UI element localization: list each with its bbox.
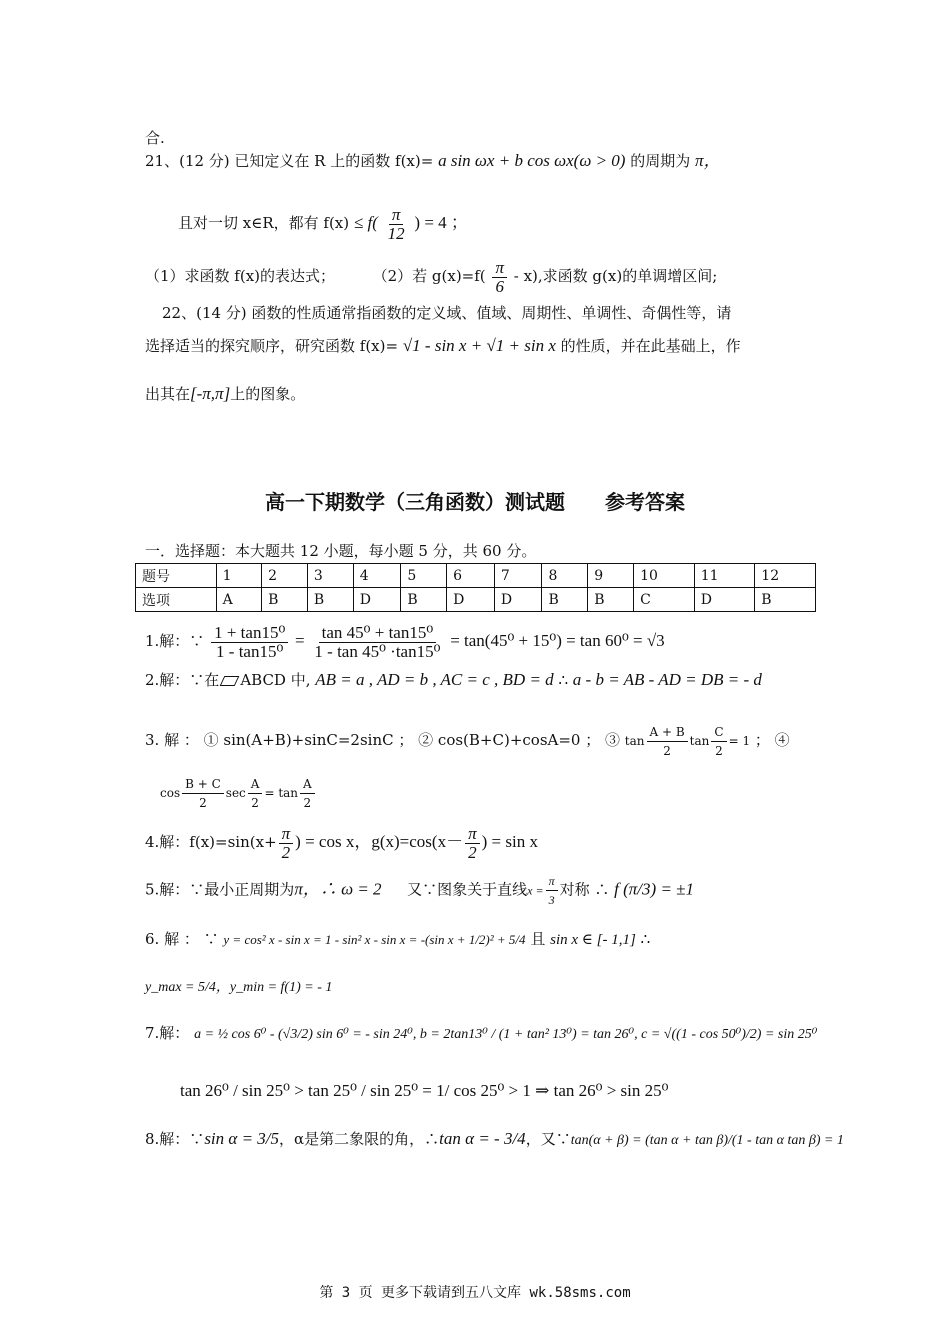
math-expression: = [295, 631, 305, 650]
table-cell: B [401, 588, 447, 612]
table-row [136, 588, 816, 612]
math-expression: sec [225, 786, 246, 800]
table-cell: B [755, 588, 816, 612]
fraction [300, 775, 315, 812]
table-cell: D [694, 588, 755, 612]
text: 7.解： [145, 1024, 190, 1042]
solution-4 [145, 822, 810, 862]
math-expression: sin x ∈ [- 1,1] [550, 932, 636, 948]
text: 且 [530, 930, 546, 948]
numerator: A [300, 775, 315, 794]
fraction [182, 775, 224, 812]
denominator: 2 [251, 795, 259, 810]
numerator: π [279, 825, 294, 844]
fraction [711, 723, 726, 760]
text-line: 合. [145, 129, 165, 147]
text: 对称 ∴ [559, 880, 610, 899]
text: ∴ [640, 930, 651, 948]
table-cell: 6 [447, 564, 495, 588]
math-expression: tan [689, 734, 710, 748]
table-row [136, 564, 816, 588]
math-expression: x = [527, 883, 544, 898]
table-cell: 7 [494, 564, 542, 588]
numerator: π [465, 825, 480, 844]
text: 选择适当的探究顺序，研究函数 f(x)= [145, 337, 399, 355]
math-expression: π，∴ ω = 2 [294, 879, 382, 899]
math-expression: = tan [264, 786, 299, 800]
denominator: 12 [387, 223, 405, 243]
table-cell: B [542, 588, 588, 612]
math-expression: f (π/3) = ±1 [614, 879, 694, 899]
table-cell: 9 [588, 564, 634, 588]
text: ∴ [558, 671, 568, 689]
math-expression: π， [695, 151, 721, 170]
denominator: 2 [715, 743, 723, 758]
numerator: π [492, 259, 507, 278]
solution-6-continued [145, 972, 810, 1002]
solution-5 [145, 872, 810, 909]
table-cell: B [307, 588, 353, 612]
question-21 [145, 150, 810, 172]
table-cell: 10 [634, 564, 695, 588]
text: 1.解：∵ [145, 632, 205, 650]
section-heading: 一．选择题：本大题共 12 小题，每小题 5 分，共 60 分。 [145, 542, 537, 560]
text: 6. 解 ： ∵ [145, 930, 219, 948]
math-expression: tan 26⁰ / sin 25⁰ > tan 25⁰ / sin 25⁰ = 1/ cos 25⁰ > 1 ⇒ tan 26⁰ > sin 25⁰ [180, 1081, 669, 1100]
numerator: C [711, 723, 726, 742]
fraction [311, 624, 443, 661]
numerator: tan 45⁰ + tan15⁰ [319, 624, 437, 643]
table-cell: 选项 [136, 588, 217, 612]
text: ABCD 中, [240, 671, 311, 689]
table-cell: D [494, 588, 542, 612]
table-cell: A [216, 588, 261, 612]
denominator: 2 [468, 842, 477, 862]
fraction [385, 206, 408, 243]
text: 又∵图象关于直线 [407, 880, 528, 899]
question-22-line2 [145, 330, 810, 362]
question-21-condition [178, 203, 810, 243]
fraction [546, 872, 558, 909]
math-expression: ≤ f( [353, 213, 378, 232]
text: 上的图象。 [230, 385, 306, 403]
answer-title: 高一下期数学（三角函数）测试题 参考答案 [265, 490, 685, 514]
page-footer: 第 3 页 更多下载请到五八文库 wk.58sms.com [319, 1285, 631, 1301]
table-cell: C [634, 588, 695, 612]
solution-3 [145, 720, 810, 761]
parallelogram-icon [220, 676, 240, 686]
math-expression: sin α = 3/5 [204, 1129, 280, 1148]
question-21-parts [145, 256, 810, 296]
text: ，α是第二象限的角，∴ [279, 1130, 440, 1148]
fraction [647, 723, 688, 760]
text: ，又∵ [525, 1130, 571, 1148]
question-22: 22、(14 分) 函数的性质通常指函数的定义域、值域、周期性、单调性、奇偶性等，请 [162, 304, 732, 322]
question-22-line3 [145, 378, 810, 410]
table-cell: B [262, 588, 308, 612]
text: 出其在 [145, 385, 191, 403]
table-cell: 2 [262, 564, 308, 588]
solution-8 [145, 1124, 844, 1156]
numerator: A [248, 775, 263, 794]
text: 2.解：∵在 [145, 671, 220, 689]
math-expression: ) = cos x，g(x)=cos(x－ [295, 832, 464, 851]
math-expression: [-π,π] [190, 384, 231, 403]
numerator: 1 + tan15⁰ [211, 624, 288, 643]
math-expression: = 1 [728, 734, 751, 748]
table-cell: 11 [694, 564, 755, 588]
table-cell: 12 [755, 564, 816, 588]
text: （2）若 g(x)=f( [372, 267, 486, 285]
table-cell: 8 [542, 564, 588, 588]
math-expression: tan α = - 3/4 [439, 1129, 526, 1148]
numerator: π [546, 872, 558, 891]
text: 4.解：f(x)=sin(x+ [145, 833, 277, 851]
text: 5.解：∵最小正周期为 [145, 880, 295, 899]
numerator: π [389, 206, 404, 225]
fraction [492, 259, 507, 296]
fraction [211, 624, 288, 661]
math-expression: a = ½ cos 6⁰ - (√3/2) sin 6⁰ = - sin 24⁰, b = 2tan13⁰ / (1 + tan² 13⁰) = tan 26⁰, c = √((1 - cos 50⁰)/2) = sin 25⁰ [194, 1027, 818, 1042]
math-expression: ) = 4 ； [414, 213, 468, 232]
denominator: 3 [548, 893, 555, 907]
table-cell: B [588, 588, 634, 612]
table-cell: D [447, 588, 495, 612]
math-expression: = tan(45⁰ + 15⁰) = tan 60⁰ = √3 [450, 631, 665, 650]
table-cell: 3 [307, 564, 353, 588]
denominator: 2 [199, 795, 207, 810]
text: 的性质，并在此基础上，作 [560, 337, 741, 355]
solution-7-continued [180, 1076, 810, 1106]
math-expression: ) = sin x [481, 832, 538, 851]
table-cell: 4 [353, 564, 401, 588]
text: 3. 解 ： ① sin(A+B)+sinC=2sinC ； ② cos(B+C)+cosA=0 ； ③ [145, 731, 620, 749]
table-cell: 1 [216, 564, 261, 588]
math-expression: y_max = 5/4，y_min = f(1) = - 1 [145, 980, 333, 995]
text: 8.解：∵ [145, 1130, 205, 1148]
answer-table [135, 563, 816, 612]
denominator: 2 [663, 743, 671, 758]
text: （1）求函数 f(x)的表达式； [145, 267, 336, 285]
fraction [465, 825, 480, 862]
math-expression: a - b = AB - AD = DB = - d [572, 670, 762, 689]
fraction [248, 775, 263, 812]
math-expression: a sin ωx + b cos ωx(ω > 0) [438, 151, 626, 170]
text: - x),求函数 g(x)的单调增区间; [513, 267, 718, 285]
solution-1 [145, 621, 810, 661]
denominator: 2 [281, 842, 291, 862]
text: 且对一切 x∈R，都有 f(x) [178, 214, 350, 232]
table-cell: D [353, 588, 401, 612]
math-expression: y = cos² x - sin x = 1 - sin² x - sin x = -(sin x + 1/2)² + 5/4 [223, 932, 526, 947]
text: ； ④ [754, 731, 790, 749]
solution-7 [145, 1018, 818, 1050]
math-expression: AB = a , AD = b , AC = c , BD = d [315, 670, 554, 689]
math-expression: tan [624, 734, 645, 748]
numerator: B + C [182, 775, 224, 794]
table-cell: 5 [401, 564, 447, 588]
numerator: A + B [647, 723, 688, 742]
solution-2 [145, 665, 810, 695]
math-expression: tan(α + β) = (tan α + tan β)/(1 - tan α tan β) = 1 [570, 1133, 844, 1148]
solution-3-continued [160, 772, 810, 813]
math-expression: cos [160, 786, 181, 800]
table-cell: 题号 [136, 564, 217, 588]
math-expression: √1 - sin x + √1 + sin x [402, 336, 556, 355]
denominator: 1 - tan 45⁰ ·tan15⁰ [314, 641, 441, 661]
denominator: 1 - tan15⁰ [216, 641, 284, 661]
text: 21、(12 分) 已知定义在 R 上的函数 f(x)= [145, 152, 434, 170]
text: 的周期为 [630, 152, 691, 170]
denominator: 2 [303, 795, 312, 810]
solution-6 [145, 924, 810, 955]
fraction [279, 825, 294, 862]
denominator: 6 [495, 276, 504, 296]
